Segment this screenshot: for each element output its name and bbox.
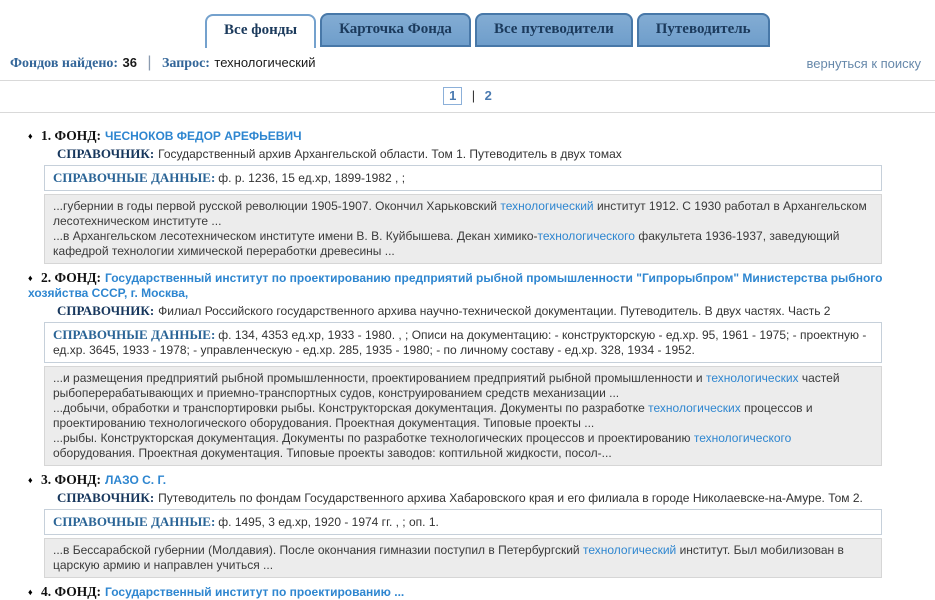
fund-link[interactable]: Государственный институт по проектированию ... [105,585,405,599]
search-result-4 [28,584,935,600]
bullet-diamond-icon: ♦ [28,587,33,597]
snippet-line: ...губернии в годы первой русской революции 1905-1907. Окончил Харьковский технологический институт 1912. С 1930 работал в Архангельском лесотехническом институте ... [53,199,867,228]
fund-label: ФОНД: [54,128,102,143]
pagination [0,81,935,113]
fund-label: ФОНД: [54,584,102,599]
status-bar [0,47,935,81]
result-header [28,270,935,301]
search-summary [10,54,315,72]
result-header [28,584,935,600]
snippet-line: ...рыбы. Конструкторская документация. Документы по разработке технологических процессов и проектированию технологического оборудования. Проектная документация. Типовые проекты заводов: коптильной жидкости, посол-... [53,431,792,460]
separator: | [147,54,152,71]
snippets-box [44,538,882,578]
tab-bar [0,0,935,47]
reference-text: Филиал Российского государственного архива научно-технической документации. Путеводитель. В двух частях. Часть 2 [158,304,831,318]
search-results-list [0,113,935,600]
result-number: 1. [41,128,52,143]
fund-link[interactable]: Государственный институт по проектированию предприятий рыбной промышленности "Гипрорыбпром" Министерства рыбного хозяйства СССР, г. Москва, [28,271,883,300]
fund-data-box [44,322,882,363]
fund-data-label: СПРАВОЧНЫЕ ДАННЫЕ: [53,327,216,342]
search-result-1 [28,128,935,264]
fund-data-box [44,165,882,191]
query-value: технологический [214,55,316,70]
found-count: 36 [122,55,137,70]
snippet-line: ...в Архангельском лесотехническом институте имени В. В. Куйбышева. Декан химико-технологического факультета 1936-1937, заведующий кафедрой технологии химической переработки древесины ... [53,229,840,258]
fund-label: ФОНД: [54,472,102,487]
reference-label: СПРАВОЧНИК: [57,490,155,505]
bullet-diamond-icon: ♦ [28,131,33,141]
tab-label: Путеводитель [655,21,751,37]
query-label: Запрос: [162,56,210,71]
reference-label: СПРАВОЧНИК: [57,146,155,161]
bullet-diamond-icon: ♦ [28,475,33,485]
fund-data-text: ф. 134, 4353 ед.хр, 1933 - 1980. , ; Описи на документацию: - конструкторскую - ед.хр. 95, 1961 - 1975; - проектную - ед.хр. 3645, 1933 - 1978; - управленческую - ед.хр. 285, 1935 - 1980; - по личному составу - ед.хр. 328, 1934 - 1952. [53,328,867,357]
pagination-current-page: 1 [443,87,462,105]
result-number: 4. [41,584,52,599]
reference-line [57,303,935,319]
tab-all-funds[interactable] [205,14,316,48]
reference-line [57,146,935,162]
search-result-3 [28,472,935,578]
snippet-line: ...и размещения предприятий рыбной промышленности, проектированием предприятий рыбной промышленности и технологических частей рыбоперерабатывающих и приемно-транспортных судов, конструированием средств механизации ... [53,371,840,400]
fund-label: ФОНД: [54,270,102,285]
fund-link[interactable]: ЧЕСНОКОВ ФЕДОР АРЕФЬЕВИЧ [105,129,302,143]
found-label: Фондов найдено: [10,56,119,71]
result-header [28,472,935,488]
result-number: 3. [41,472,52,487]
snippet-line: ...добычи, обработки и транспортировки рыбы. Конструкторская документация. Документы по разработке технологических процессов и проектированию технологического оборудования. Проектная документация. Типовые проекты ... [53,401,813,430]
fund-data-box [44,509,882,535]
reference-text: Путеводитель по фондам Государственного архива Хабаровского края и его филиала в городе Николаевске-на-Амуре. Том 2. [158,491,863,505]
tab-label: Карточка Фонда [339,21,452,37]
tab-guide[interactable] [637,13,770,47]
search-result-2 [28,270,935,466]
back-to-search-link[interactable]: вернуться к поиску [806,55,921,71]
snippet-line: ...в Бессарабской губернии (Молдавия). После окончания гимназии поступил в Петербургский технологический институт. Был мобилизован в царскую армию и направлен учиться ... [53,543,844,572]
tab-label: Все фонды [224,22,298,38]
fund-data-text: ф. 1495, 3 ед.хр, 1920 - 1974 гг. , ; оп. 1. [218,515,439,529]
fund-data-label: СПРАВОЧНЫЕ ДАННЫЕ: [53,514,216,529]
result-header [28,128,935,144]
tab-label: Все путеводители [493,21,614,37]
tab-all-guides[interactable] [475,13,633,47]
snippets-box [44,366,882,466]
reference-line [57,490,935,506]
result-number: 2. [41,270,52,285]
reference-text: Государственный архив Архангельской области. Том 1. Путеводитель в двух томах [158,147,622,161]
reference-label: СПРАВОЧНИК: [57,303,155,318]
fund-data-label: СПРАВОЧНЫЕ ДАННЫЕ: [53,170,216,185]
pagination-page-2-link[interactable]: 2 [484,88,492,103]
pagination-separator: | [471,88,476,103]
tab-fund-card[interactable] [320,13,471,47]
fund-data-text: ф. р. 1236, 15 ед.хр, 1899-1982 , ; [218,171,406,185]
snippets-box [44,194,882,264]
bullet-diamond-icon: ♦ [28,273,33,283]
fund-link[interactable]: ЛАЗО С. Г. [105,473,167,487]
